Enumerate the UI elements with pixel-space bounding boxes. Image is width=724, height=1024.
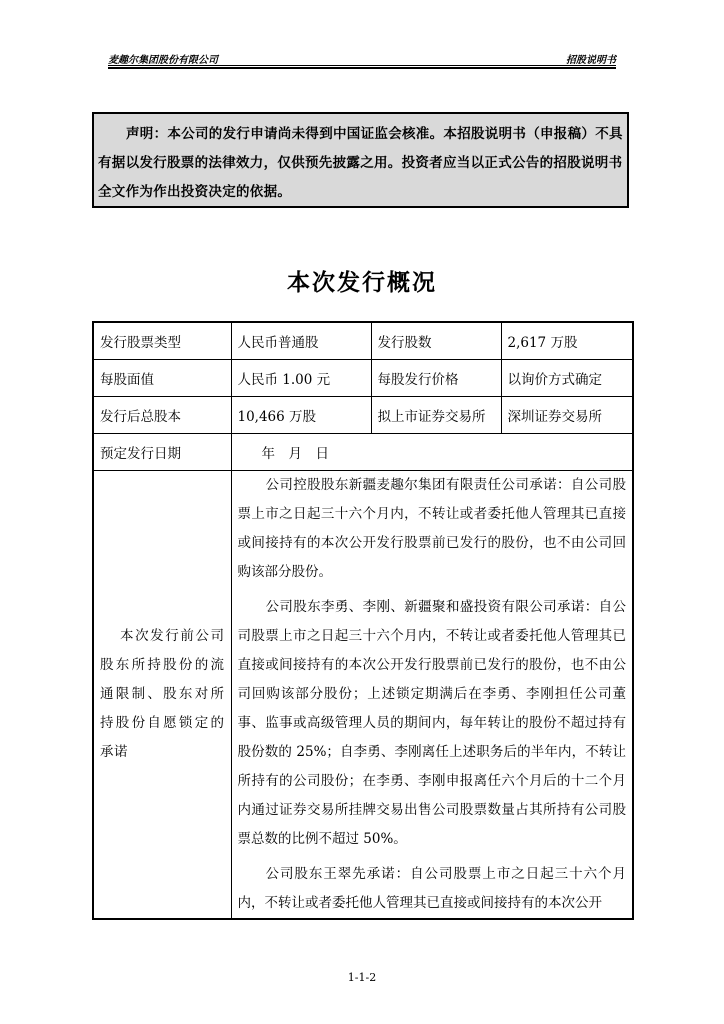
label-exchange: 拟上市证券交易所	[371, 397, 501, 434]
label-issue-price: 每股发行价格	[371, 360, 501, 397]
offering-summary-table	[92, 321, 634, 920]
table-row	[93, 434, 633, 471]
label-total-shares: 发行后总股本	[93, 397, 231, 434]
label-stock-type: 发行股票类型	[93, 322, 231, 360]
header-doc-type: 招股说明书	[566, 55, 616, 66]
value-lockup-commitment	[231, 471, 633, 920]
value-issue-date: 年 月 日	[231, 434, 633, 471]
value-share-count: 2,617 万股	[501, 322, 633, 360]
value-issue-price: 以询价方式确定	[501, 360, 633, 397]
commitment-paragraph: 公司股东王翠先承诺：自公司股票上市之日起三十六个月内，不转让或者委托他人管理其已直接或间接持有的本次公开	[237, 866, 626, 911]
table-row	[93, 397, 633, 434]
label-lockup-commitment: 本次发行前公司股东所持股份的流通限制、股东对所持股份自愿锁定的承诺	[93, 471, 231, 920]
disclaimer-box: 声明：本公司的发行申请尚未得到中国证监会核准。本招股说明书（申报稿）不具有据以发行股票的法律效力，仅供预先披露之用。投资者应当以正式公告的招股说明书全文作为作出投资决定的依据。	[92, 112, 629, 208]
value-stock-type: 人民币普通股	[231, 322, 371, 360]
label-par-value: 每股面值	[93, 360, 231, 397]
page-number: 1-1-2	[347, 971, 377, 984]
label-share-count: 发行股数	[371, 322, 501, 360]
header-company: 麦趣尔集团股份有限公司	[108, 55, 218, 66]
commitment-paragraph: 公司股东李勇、李刚、新疆聚和盛投资有限公司承诺：自公司股票上市之日起三十六个月内，不转让或者委托他人管理其已直接或间接持有的本次公开发行股票前已发行的股份，也不由公司回购该部分股份；上述锁定期满后在李勇、李刚担任公司董事、监事或高级管理人员的期间内，每年转让的股份不超过持有股份数的 25%；自李勇、李刚离任上述职务后的半年内，不转让所持有的公司股份；在李勇、李刚申报离任六个月后的十二个月内通过证券交易所挂牌交易出售公司股票数量占其所持有公司股票总数的比例不超过 50%。	[237, 599, 626, 847]
value-exchange: 深圳证券交易所	[501, 397, 633, 434]
value-par-value: 人民币 1.00 元	[231, 360, 371, 397]
value-total-shares: 10,466 万股	[231, 397, 371, 434]
page-header	[108, 51, 616, 66]
page-title: 本次发行概况	[287, 270, 437, 296]
label-issue-date: 预定发行日期	[93, 434, 231, 471]
header-rule	[108, 65, 616, 66]
table-row	[93, 322, 633, 360]
table-row	[93, 360, 633, 397]
table-row	[93, 471, 633, 920]
commitment-paragraph: 公司控股股东新疆麦趣尔集团有限责任公司承诺：自公司股票上市之日起三十六个月内，不转让或者委托他人管理其已直接或间接持有的本次公开发行股票前已发行的股份，也不由公司回购该部分股份。	[237, 477, 626, 580]
header-rule-thick	[108, 67, 616, 69]
